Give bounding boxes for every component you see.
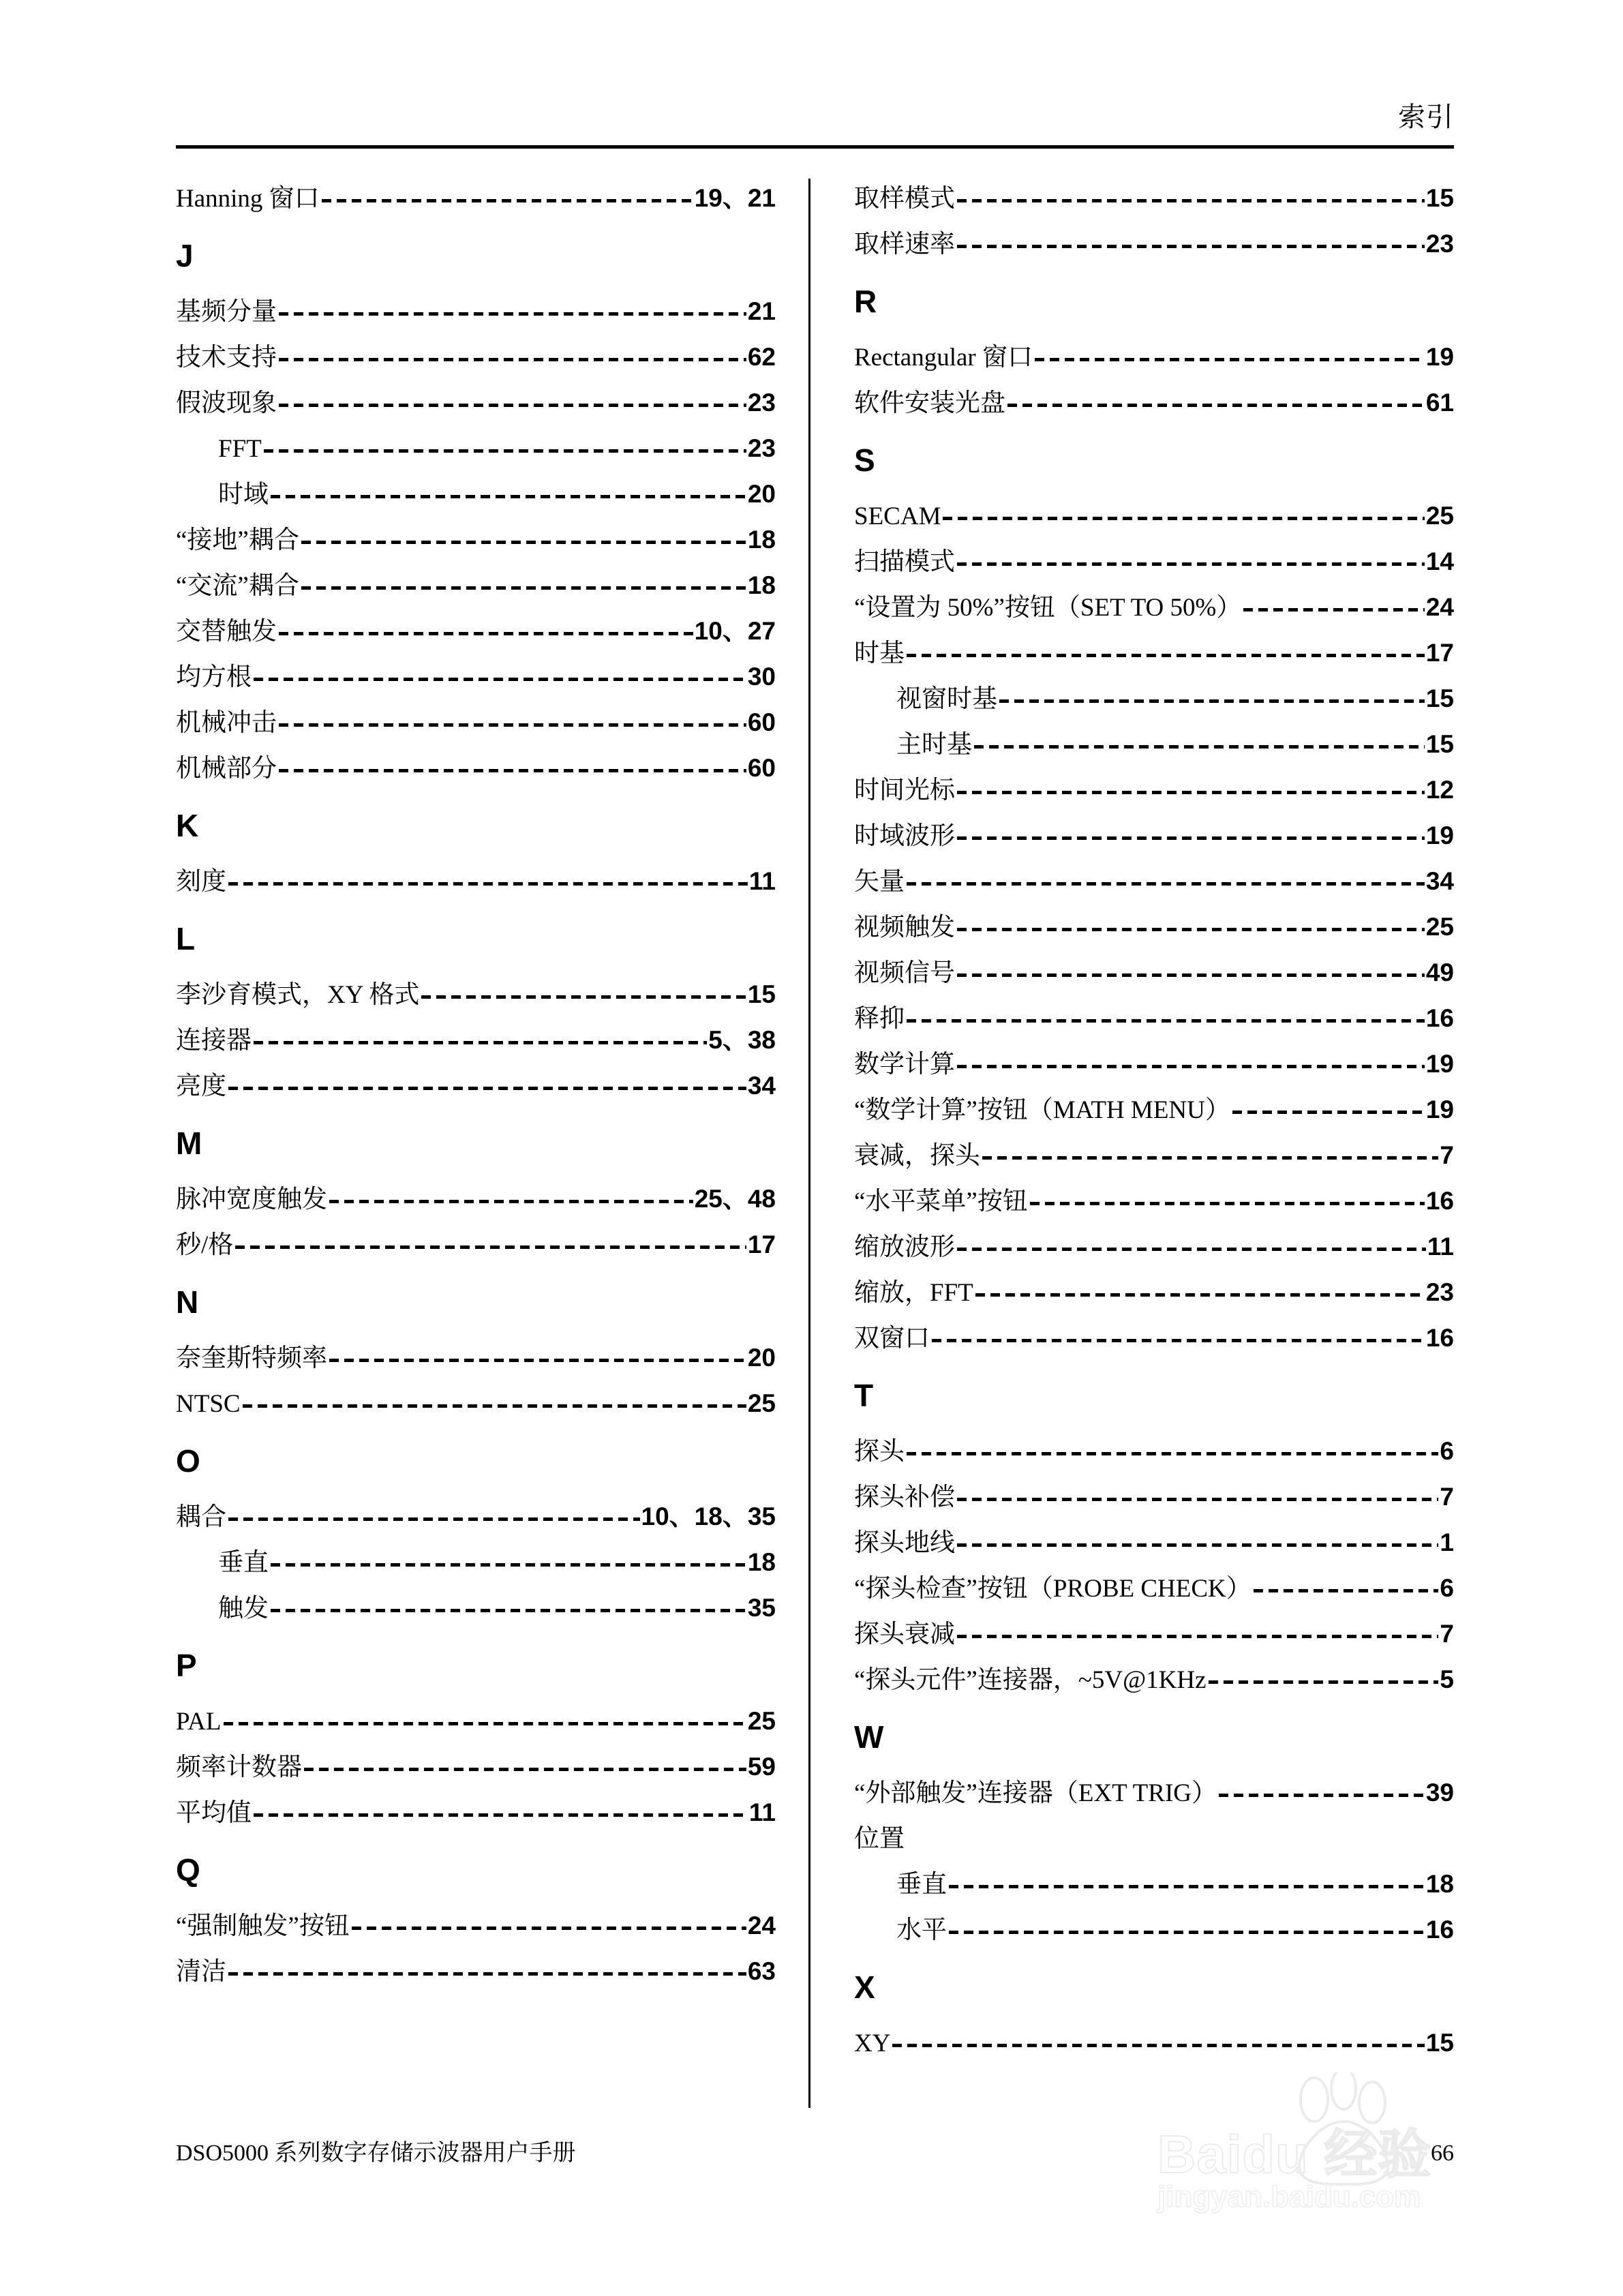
index-entry[interactable] [176, 386, 776, 416]
index-entry-label: 耦合 [176, 1503, 226, 1531]
index-entry-leader [957, 910, 1425, 935]
index-entry-leader [301, 569, 746, 594]
index-entry-leader [957, 819, 1425, 844]
index-entry[interactable] [854, 1230, 1454, 1260]
index-letter-heading: W [854, 1719, 884, 1755]
index-entry-page-number: 15 [747, 980, 776, 1008]
index-entry[interactable] [854, 1663, 1454, 1693]
index-entry-label: “水平菜单”按钮 [854, 1188, 1028, 1215]
index-entry-leader [974, 727, 1425, 753]
index-column-right [854, 181, 1454, 2072]
index-entry-leader [957, 956, 1425, 981]
index-entry-leader [279, 386, 746, 411]
index-letter-heading: N [176, 1284, 199, 1320]
index-letter-heading: X [854, 1969, 875, 2005]
index-entry[interactable] [854, 590, 1454, 620]
index-entry[interactable] [176, 1228, 776, 1258]
index-entry[interactable] [854, 1526, 1454, 1556]
index-entry[interactable] [854, 499, 1454, 529]
index-entry-page-number: 49 [1425, 958, 1454, 986]
index-entry-page-number: 23 [747, 389, 776, 417]
index-entry-leader [329, 1341, 746, 1366]
index-letter-heading: P [176, 1648, 197, 1683]
index-entry-leader [228, 1500, 640, 1525]
index-entry-label: 亮度 [176, 1072, 226, 1100]
index-entry[interactable] [854, 1867, 1454, 1897]
index-entry-leader [224, 1704, 746, 1729]
index-entry-label: 矢量 [854, 868, 905, 896]
index-entry-label: 时域波形 [854, 822, 955, 850]
index-entry-leader [304, 1750, 746, 1775]
index-entry-label: “设置为 50%”按钮（SET TO 50%） [854, 594, 1242, 622]
index-entry-leader [271, 1545, 746, 1571]
index-entry-page-number: 60 [747, 754, 776, 782]
index-entry-page-number: 19 [1425, 343, 1454, 371]
index-entry[interactable] [854, 1001, 1454, 1031]
index-entry-leader [279, 340, 746, 365]
index-entry-label: 技术支持 [176, 344, 277, 372]
index-entry-page-number: 23 [747, 434, 776, 462]
index-entry-leader [957, 1047, 1425, 1072]
index-entry[interactable] [176, 978, 776, 1008]
index-entry-page-number: 25、48 [694, 1185, 776, 1213]
index-letter-heading: O [176, 1443, 200, 1479]
index-entry-leader [243, 1387, 746, 1412]
index-entry-leader [279, 706, 746, 731]
index-entry-label: 视频触发 [854, 913, 955, 941]
index-entry-page-number: 15 [1425, 2029, 1454, 2057]
index-entry-page-number: 20 [747, 480, 776, 508]
index-entry-label: 探头补偿 [854, 1483, 955, 1511]
index-entry-label: “接地”耦合 [176, 526, 299, 554]
index-entry[interactable] [176, 432, 776, 462]
index-entry-page-number: 63 [747, 1957, 776, 1985]
index-entry-page-number: 34 [1425, 867, 1454, 895]
index-entry-page-number: 18 [747, 1548, 776, 1576]
index-entry-page-number: 34 [747, 1072, 776, 1100]
index-letter-heading: S [854, 442, 875, 478]
watermark-line2: jingyan.baidu.com [1157, 2180, 1421, 2214]
index-entry-page-number: 35 [747, 1594, 776, 1622]
index-entry-leader [949, 1913, 1425, 1938]
index-entry-page-number: 11 [748, 1798, 776, 1826]
index-entry-page-number: 5、38 [708, 1026, 776, 1054]
index-entry-leader [957, 1617, 1438, 1642]
index-entry-page-number: 10、27 [694, 617, 776, 645]
index-entry[interactable] [176, 614, 776, 644]
index-entry[interactable] [176, 1023, 776, 1053]
index-entry-leader [279, 614, 693, 639]
index-entry-leader [271, 477, 746, 502]
index-entry[interactable] [176, 1704, 776, 1734]
index-entry-label: 缩放，FFT [854, 1279, 973, 1307]
index-entry-page-number: 62 [747, 343, 776, 371]
index-entry-label: 假波现象 [176, 389, 277, 417]
index-entry-label: 垂直 [896, 1871, 947, 1899]
index-entry-page-number: 6 [1440, 1437, 1454, 1465]
watermark-line1: Baidu 经验 [1157, 2124, 1432, 2184]
index-entry-label: 双窗口 [854, 1325, 930, 1353]
index-entry-leader [1232, 1093, 1425, 1118]
index-entry-page-number: 16 [1425, 1004, 1454, 1032]
index-entry-leader [907, 864, 1425, 890]
index-entry-leader [254, 660, 746, 685]
index-entry-label: 水平 [896, 1916, 947, 1944]
page-header [176, 102, 1454, 132]
index-entry[interactable] [176, 1500, 776, 1530]
index-entry-leader [279, 751, 746, 776]
index-entry[interactable] [854, 1571, 1454, 1601]
index-entry-leader [907, 1822, 1453, 1847]
index-entry-label: 清洁 [176, 1958, 226, 1986]
index-entry-label: 基频分量 [176, 298, 277, 326]
index-entry-page-number: 15 [1425, 730, 1454, 758]
index-entry[interactable] [176, 751, 776, 781]
index-columns [176, 181, 1454, 2072]
index-entry-leader [999, 682, 1425, 707]
index-entry[interactable] [176, 294, 776, 324]
index-entry-page-number: 15 [1425, 684, 1454, 712]
index-entry-label: 缩放波形 [854, 1233, 955, 1261]
footer-page-number: 66 [1431, 2141, 1454, 2166]
index-entry-label: “探头元件”连接器，~5V@1KHz [854, 1666, 1207, 1694]
index-entry[interactable] [176, 1341, 776, 1371]
index-entry[interactable] [176, 1591, 776, 1621]
index-entry[interactable] [854, 1913, 1454, 1943]
index-entry-label: 垂直 [218, 1549, 269, 1577]
index-entry-leader [235, 1228, 746, 1253]
index-letter-heading: Q [176, 1852, 200, 1888]
index-entry-page-number: 19 [1425, 1096, 1454, 1123]
index-entry-label: 扫描模式 [854, 548, 955, 576]
index-entry-label: 位置 [854, 1825, 905, 1853]
index-entry-page-number: 23 [1425, 230, 1454, 258]
index-entry-label: 时间光标 [854, 776, 955, 804]
index-entry-page-number: 23 [1425, 1278, 1454, 1306]
index-entry-label: 刻度 [176, 868, 226, 896]
index-entry-leader [957, 181, 1425, 207]
index-entry-page-number: 18 [1425, 1870, 1454, 1898]
index-entry[interactable] [854, 819, 1454, 849]
index-entry-page-number: 25 [1425, 913, 1454, 941]
index-entry-leader [957, 545, 1425, 570]
index-entry[interactable] [176, 1545, 776, 1575]
index-entry-page-number: 1 [1440, 1528, 1454, 1556]
index-entry[interactable] [854, 1822, 1454, 1852]
index-entry[interactable] [176, 660, 776, 690]
index-entry-leader [254, 1023, 707, 1048]
index-entry[interactable] [854, 1184, 1454, 1214]
index-entry-page-number: 7 [1440, 1483, 1454, 1511]
index-entry-page-number: 25 [747, 1389, 776, 1417]
index-entry-leader [907, 1434, 1438, 1460]
index-entry-leader [421, 978, 746, 1003]
index-letter-heading: M [176, 1126, 202, 1161]
footer-manual-title: DSO5000 系列数字存储示波器用户手册 [176, 2141, 576, 2166]
index-entry-leader [228, 1954, 746, 1980]
index-entry-page-number: 61 [1425, 389, 1454, 417]
index-entry-leader [329, 1182, 693, 1207]
index-entry[interactable] [176, 181, 776, 211]
index-entry[interactable] [176, 1182, 776, 1212]
paw-print-icon [1279, 2072, 1401, 2188]
index-entry-leader [1030, 1184, 1425, 1209]
index-entry-label: XY [854, 2029, 891, 2057]
index-entry-leader [279, 294, 746, 320]
index-entry[interactable] [176, 864, 776, 894]
index-entry-page-number: 7 [1440, 1141, 1454, 1169]
index-entry-leader [982, 1138, 1438, 1164]
index-entry[interactable] [854, 545, 1454, 575]
index-entry-page-number: 25 [1425, 502, 1454, 530]
index-letter-heading: R [854, 284, 877, 319]
index-entry-label: 时域 [218, 481, 269, 509]
index-entry-page-number: 11 [1427, 1233, 1454, 1260]
header-title: 索引 [1398, 102, 1454, 132]
index-entry-page-number: 7 [1440, 1620, 1454, 1648]
index-entry-leader [949, 1867, 1425, 1892]
index-entry-leader [907, 1001, 1425, 1027]
index-entry-label: 触发 [218, 1595, 269, 1622]
index-entry-leader [254, 1796, 748, 1821]
index-entry-page-number: 25 [747, 1707, 776, 1735]
index-entry[interactable] [176, 569, 776, 599]
index-entry-label: 视频信号 [854, 959, 955, 987]
index-entry-leader [1219, 1776, 1425, 1801]
index-entry[interactable] [176, 1909, 776, 1939]
index-entry-page-number: 39 [1425, 1779, 1454, 1807]
index-entry[interactable] [854, 1434, 1454, 1464]
index-entry-label: NTSC [176, 1390, 241, 1418]
index-entry[interactable] [854, 1275, 1454, 1305]
index-entry[interactable] [854, 910, 1454, 940]
index-entry[interactable] [854, 1776, 1454, 1806]
index-entry[interactable] [854, 864, 1454, 894]
index-entry-leader [271, 1591, 746, 1616]
index-entry-page-number: 12 [1425, 776, 1454, 804]
index-entry-label: 软件安装光盘 [854, 389, 1005, 417]
index-entry-leader [264, 432, 746, 457]
index-entry-page-number: 30 [747, 663, 776, 691]
index-entry-leader [1254, 1571, 1439, 1597]
index-entry-label: 数学计算 [854, 1051, 955, 1078]
index-entry[interactable] [854, 956, 1454, 986]
index-entry-leader [932, 1321, 1425, 1346]
index-entry[interactable] [854, 386, 1454, 416]
index-entry-page-number: 5 [1440, 1665, 1454, 1693]
index-entry-leader [352, 1909, 746, 1934]
index-entry[interactable] [176, 340, 776, 370]
index-entry-page-number: 11 [748, 867, 776, 895]
index-entry[interactable] [854, 1617, 1454, 1647]
index-entry[interactable] [176, 1387, 776, 1417]
index-entry-page-number: 21 [747, 297, 776, 325]
index-entry[interactable] [854, 1480, 1454, 1510]
index-entry-page-number: 18 [747, 571, 776, 599]
index-entry-leader [228, 1069, 746, 1094]
index-entry[interactable] [854, 340, 1454, 370]
index-entry-label: Rectangular 窗口 [854, 344, 1033, 372]
index-entry-label: PAL [176, 1708, 222, 1736]
index-entry-label: 平均值 [176, 1799, 252, 1827]
index-entry-label: 频率计数器 [176, 1753, 302, 1781]
index-entry[interactable] [854, 1138, 1454, 1168]
index-entry-page-number: 10、18、35 [641, 1502, 776, 1530]
index-entry[interactable] [176, 1954, 776, 1984]
index-entry-label: 脉冲宽度触发 [176, 1185, 327, 1213]
index-entry-page-number: 14 [1425, 547, 1454, 575]
index-entry-label: 李沙育模式，XY 格式 [176, 981, 420, 1009]
index-entry-label: 衰减，探头 [854, 1142, 980, 1170]
index-entry-label: “交流”耦合 [176, 572, 299, 600]
index-letter-heading: L [176, 921, 196, 956]
index-entry[interactable] [176, 1750, 776, 1780]
index-entry-page-number: 16 [1425, 1324, 1454, 1352]
index-entry-label: 连接器 [176, 1027, 252, 1055]
index-entry-label: 视窗时基 [896, 685, 997, 713]
index-entry-page-number: 59 [747, 1753, 776, 1781]
index-entry[interactable] [854, 227, 1454, 257]
index-entry[interactable] [176, 523, 776, 553]
index-entry-leader [1007, 386, 1425, 411]
index-letter-heading: J [176, 238, 194, 273]
index-entry-leader [907, 636, 1425, 661]
index-entry[interactable] [176, 1796, 776, 1826]
index-entry[interactable] [854, 727, 1454, 757]
index-entry-label: 取样模式 [854, 185, 955, 213]
index-entry[interactable] [854, 773, 1454, 803]
index-entry-leader [322, 181, 693, 207]
index-letter-heading: T [854, 1378, 874, 1413]
index-entry-page-number: 15 [1425, 184, 1454, 212]
index-entry-leader [957, 1230, 1426, 1255]
index-entry-leader [957, 1526, 1438, 1551]
index-entry-label: 取样速率 [854, 230, 955, 258]
index-entry-page-number: 24 [1425, 593, 1454, 621]
index-entry-leader [892, 2026, 1424, 2051]
index-entry-leader [957, 227, 1425, 252]
index-entry-page-number: 16 [1425, 1187, 1454, 1215]
index-entry-label: 均方根 [176, 663, 252, 691]
index-entry[interactable] [176, 477, 776, 507]
index-entry-label: 探头衰减 [854, 1620, 955, 1648]
index-entry-leader [975, 1275, 1425, 1301]
index-entry-label: SECAM [854, 502, 941, 530]
index-entry-page-number: 6 [1440, 1574, 1454, 1602]
index-entry-label: 交替触发 [176, 618, 277, 646]
index-column-left [176, 181, 776, 2000]
index-entry-label: 奈奎斯特频率 [176, 1344, 327, 1372]
index-entry-page-number: 24 [747, 1912, 776, 1939]
index-entry-leader [943, 499, 1424, 524]
index-entry-page-number: 20 [747, 1344, 776, 1372]
index-letter-heading: K [176, 808, 199, 843]
index-entry[interactable] [854, 1321, 1454, 1351]
index-entry[interactable] [854, 682, 1454, 712]
index-entry-label: FFT [218, 435, 262, 463]
index-entry-leader [1243, 590, 1425, 616]
index-entry-label: “探头检查”按钮（PROBE CHECK） [854, 1575, 1252, 1603]
index-entry-label: 释抑 [854, 1005, 905, 1033]
index-entry-leader [957, 773, 1425, 798]
index-entry-leader [1209, 1663, 1439, 1688]
index-entry-label: 机械冲击 [176, 709, 277, 737]
index-entry-label: “数学计算”按钮（MATH MENU） [854, 1096, 1230, 1124]
index-entry-page-number: 17 [1425, 639, 1454, 667]
index-entry-label: 主时基 [896, 731, 972, 759]
index-entry-leader [301, 523, 746, 548]
index-entry-leader [957, 1480, 1438, 1505]
header-rule [176, 145, 1454, 149]
index-entry-page-number: 18 [747, 526, 776, 554]
index-entry-label: 探头 [854, 1438, 905, 1466]
index-entry-label: “外部触发”连接器（EXT TRIG） [854, 1779, 1217, 1807]
page-footer [176, 2134, 1454, 2167]
index-entry-page-number: 19 [1425, 1050, 1454, 1078]
index-entry-label: Hanning 窗口 [176, 185, 320, 213]
index-entry[interactable] [176, 706, 776, 736]
index-entry[interactable] [854, 1093, 1454, 1123]
index-entry[interactable] [854, 1047, 1454, 1077]
index-entry-page-number: 19、21 [694, 184, 776, 212]
index-entry-page-number: 16 [1425, 1916, 1454, 1944]
index-entry[interactable] [854, 2026, 1454, 2056]
index-entry-label: “强制触发”按钮 [176, 1912, 350, 1940]
index-entry[interactable] [854, 181, 1454, 211]
index-entry-label: 机械部分 [176, 755, 277, 783]
index-entry-page-number: 17 [747, 1230, 776, 1258]
index-entry-leader [228, 864, 748, 890]
index-entry-label: 时基 [854, 639, 905, 667]
index-entry-page-number: 19 [1425, 821, 1454, 849]
index-entry-leader [1035, 340, 1425, 365]
index-entry[interactable] [854, 636, 1454, 666]
index-entry-page-number: 60 [747, 708, 776, 736]
index-entry-label: 秒/格 [176, 1231, 234, 1259]
index-entry[interactable] [176, 1069, 776, 1099]
index-entry-label: 探头地线 [854, 1529, 955, 1557]
